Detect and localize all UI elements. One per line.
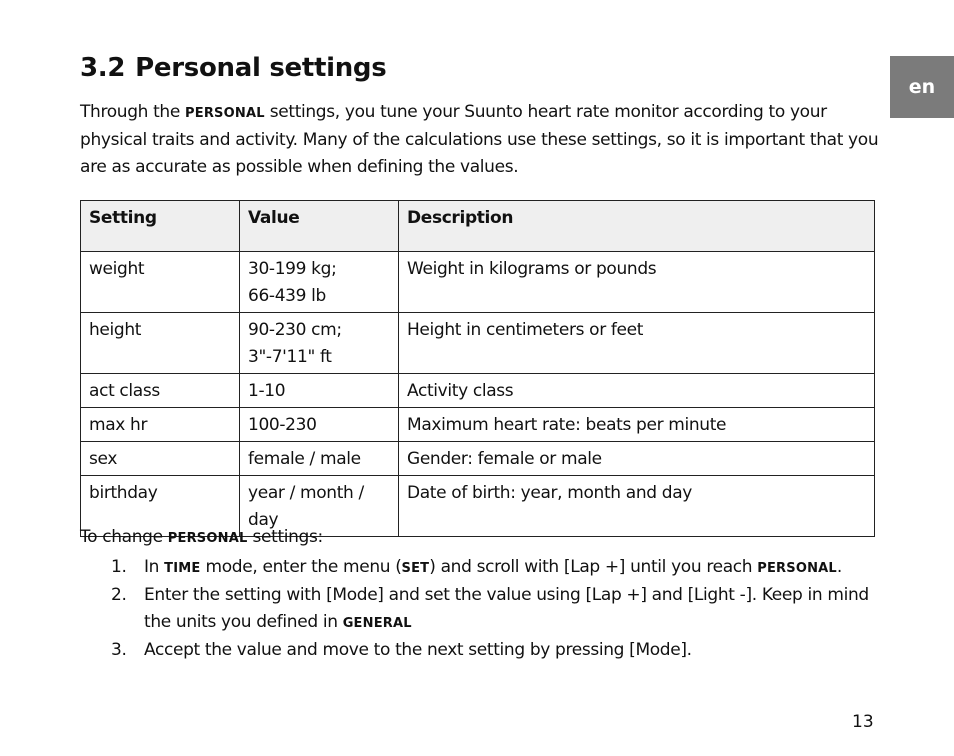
change-text-start: To change: [80, 527, 163, 547]
cell-setting: act class: [81, 374, 240, 408]
cell-description: Weight in kilograms or pounds: [399, 252, 875, 313]
term-set: SET: [401, 561, 430, 576]
term-time: TIME: [164, 561, 201, 576]
change-text-end: settings:: [252, 527, 323, 547]
cell-value-line: day: [248, 510, 279, 530]
list-item: [108, 637, 878, 664]
cell-setting: max hr: [81, 408, 240, 442]
cell-value: [240, 313, 399, 374]
step-text: mode, enter the menu (: [205, 557, 402, 577]
cell-description: Activity class: [399, 374, 875, 408]
step-text: In: [144, 557, 160, 577]
cell-value: female / male: [240, 442, 399, 476]
table-row: [81, 374, 875, 408]
steps-list: [108, 554, 878, 664]
header-description: Description: [399, 201, 875, 252]
step-text: Enter the setting with [Mode] and set the value using [Lap +] and [Light -]. Keep in mind the units you defined in: [144, 585, 869, 632]
cell-setting: sex: [81, 442, 240, 476]
settings-table: [80, 200, 875, 537]
cell-setting: weight: [81, 252, 240, 313]
list-item: [108, 554, 878, 582]
cell-description: Maximum heart rate: beats per minute: [399, 408, 875, 442]
language-tab: en: [890, 56, 954, 118]
table-row: [81, 252, 875, 313]
page-number: 13: [852, 712, 874, 732]
step-text: Accept the value and move to the next setting by pressing [Mode].: [144, 640, 692, 660]
cell-value: 1-10: [240, 374, 399, 408]
table-header-row: [81, 201, 875, 252]
cell-value-line: 30-199 kg;: [248, 259, 337, 279]
table-row: [81, 408, 875, 442]
table-row: [81, 442, 875, 476]
cell-value-line: year / month /: [248, 483, 364, 503]
intro-term-personal: PERSONAL: [185, 106, 265, 121]
step-number: 3.: [111, 640, 127, 660]
cell-description: Gender: female or male: [399, 442, 875, 476]
cell-setting: birthday: [81, 476, 240, 537]
cell-value-line: 66-439 lb: [248, 286, 326, 306]
cell-value: [240, 252, 399, 313]
table-row: [81, 313, 875, 374]
header-setting: Setting: [81, 201, 240, 252]
change-instructions-intro: [80, 524, 323, 552]
cell-value: 100-230: [240, 408, 399, 442]
cell-value-line: 3"-7'11" ft: [248, 347, 332, 367]
term-personal: PERSONAL: [757, 561, 837, 576]
cell-setting: height: [81, 313, 240, 374]
step-number: 1.: [111, 557, 127, 577]
section-number: 3.2: [80, 53, 126, 83]
cell-value-line: 90-230 cm;: [248, 320, 342, 340]
list-item: [108, 582, 878, 637]
step-text: .: [836, 557, 842, 577]
header-value: Value: [240, 201, 399, 252]
step-text: ) and scroll with [Lap +] until you reach: [429, 557, 753, 577]
section-title: Personal settings: [135, 53, 387, 83]
intro-text-end: settings, you tune your Suunto heart rate monitor according to your physical traits and activity. Many of the calculations use these settings, so it is important that you are as accurate as possible when defining the values.: [80, 102, 879, 177]
step-number: 2.: [111, 585, 127, 605]
cell-description: Height in centimeters or feet: [399, 313, 875, 374]
intro-text-start: Through the: [80, 102, 180, 122]
change-term-personal: PERSONAL: [167, 531, 248, 546]
cell-description: Date of birth: year, month and day: [399, 476, 875, 537]
intro-paragraph: [80, 99, 880, 181]
term-general: GENERAL: [342, 616, 412, 631]
section-heading: [80, 53, 386, 83]
